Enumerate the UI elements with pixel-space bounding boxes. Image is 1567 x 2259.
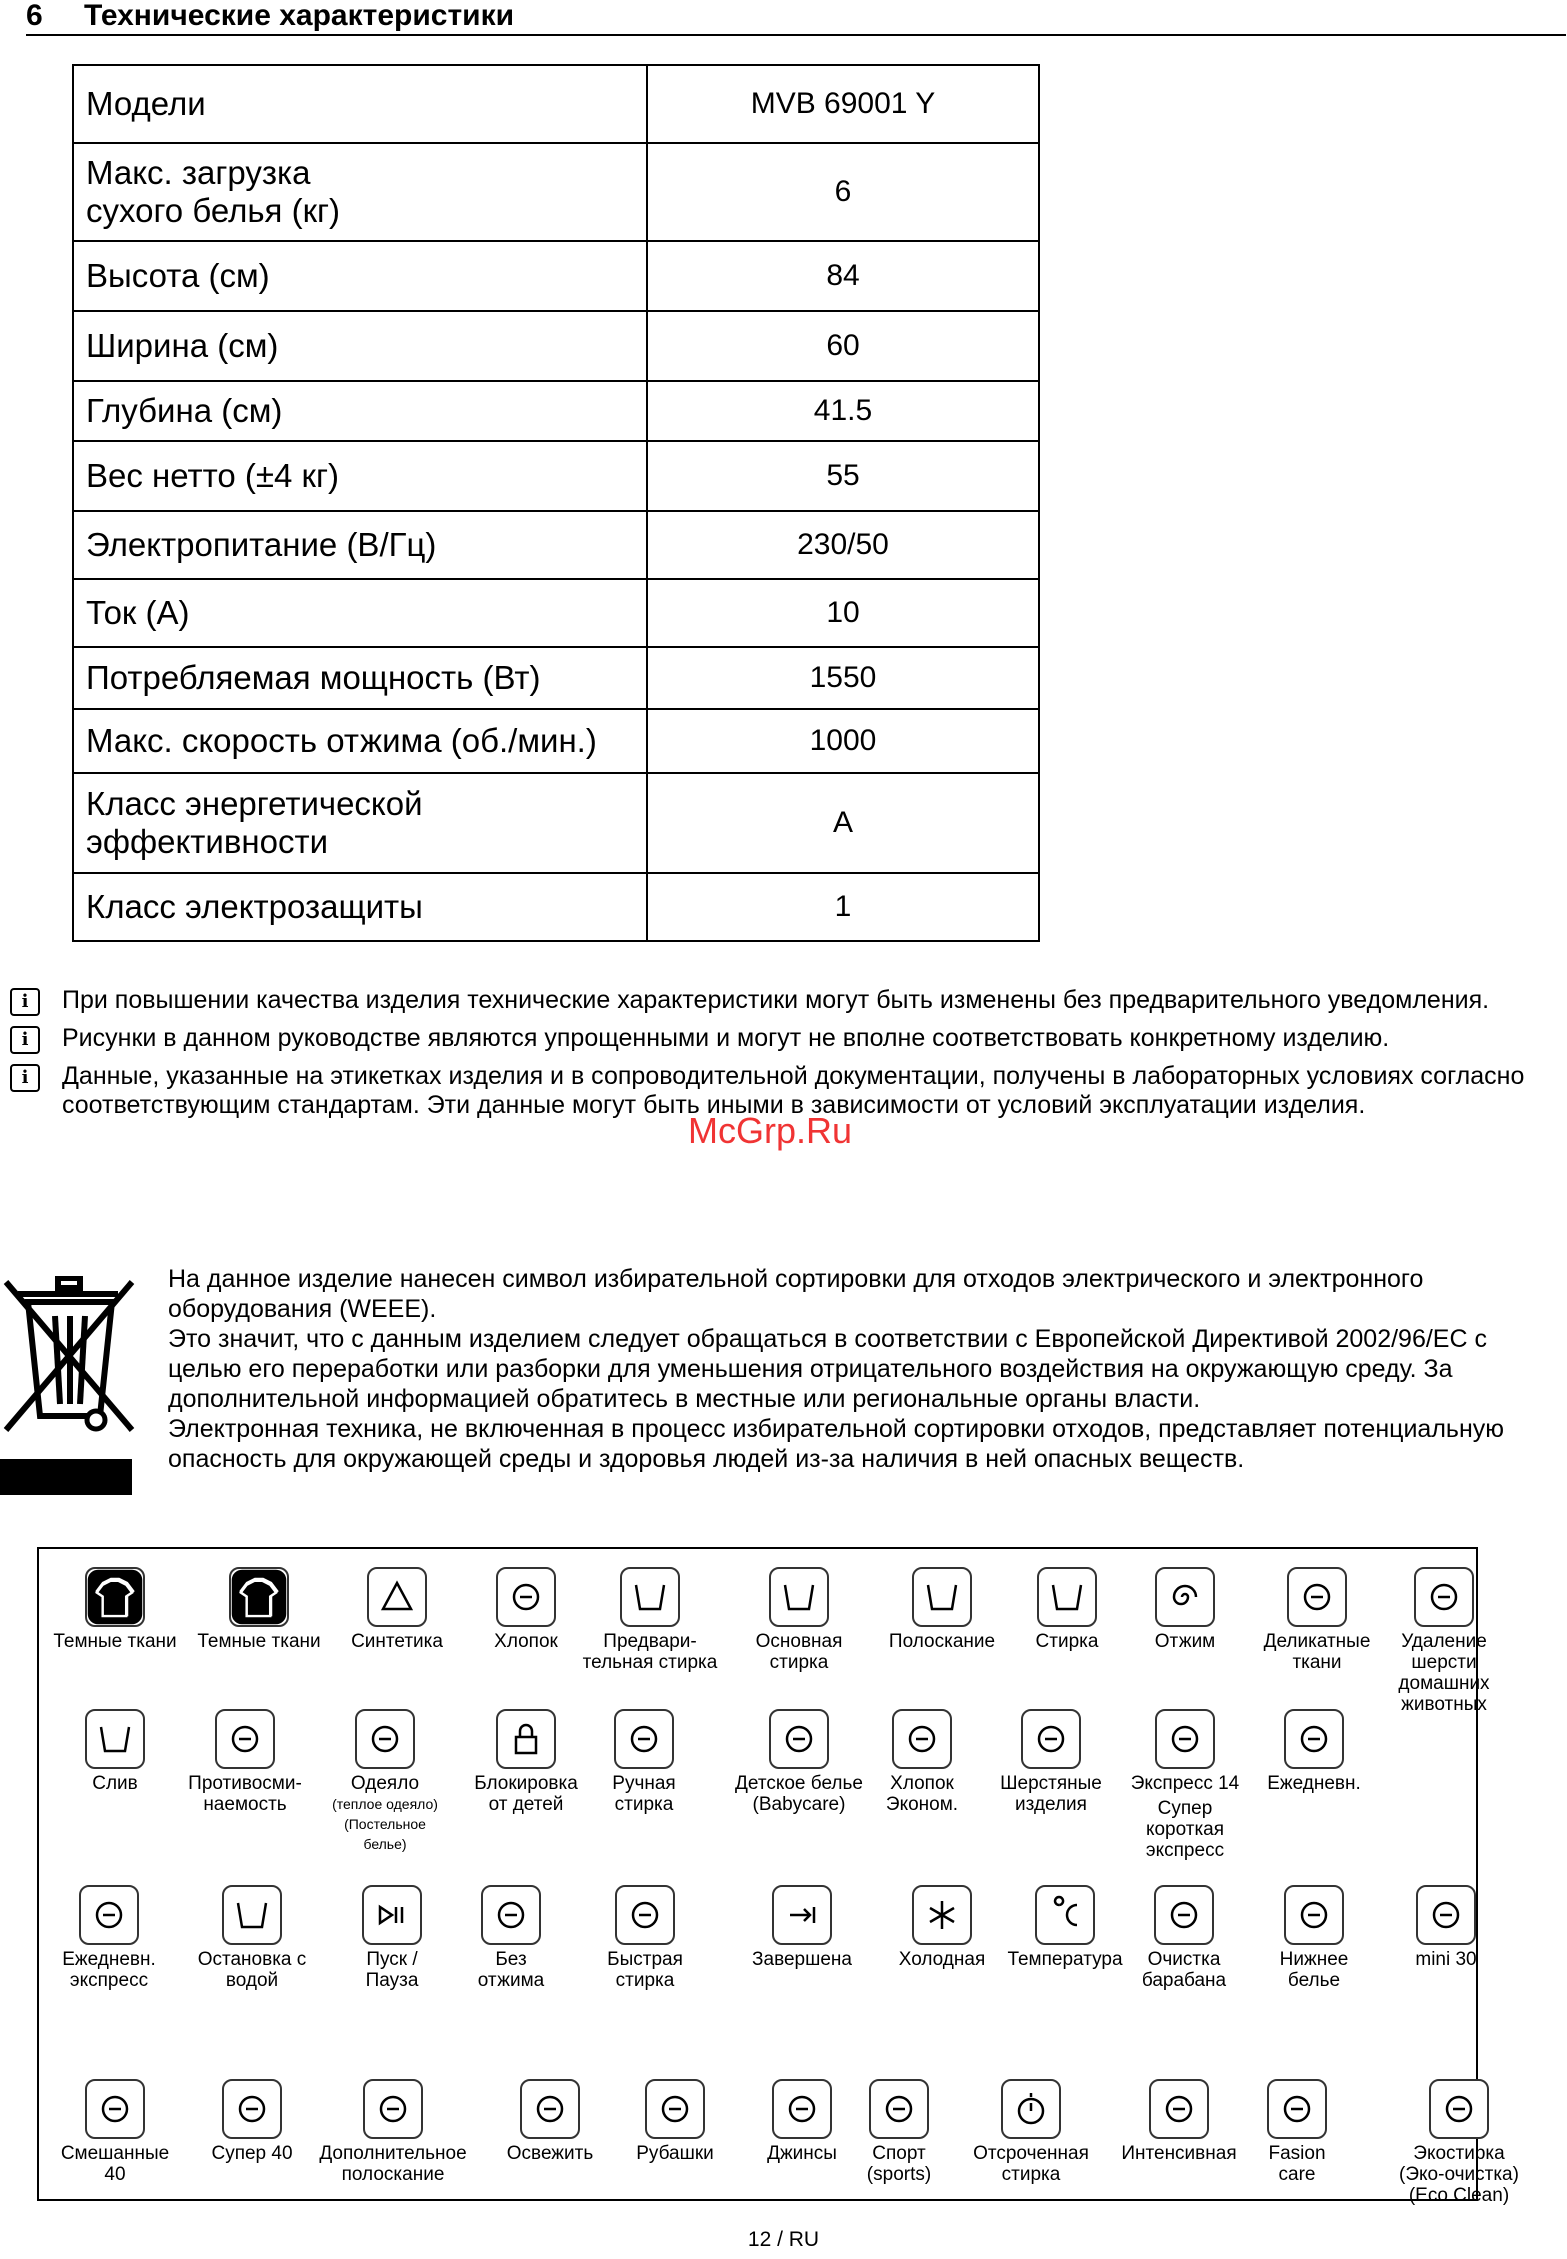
end-arrow-icon: [772, 1885, 832, 1945]
symbol-label: Полоскание: [888, 1631, 996, 1652]
symbol-cell: [179, 1567, 339, 1652]
symbol-label: Основная стирка: [755, 1631, 843, 1673]
rinse-tub-icon: [912, 1567, 972, 1627]
spec-value: 60: [647, 311, 1039, 381]
symbol-label: Завершена: [752, 1949, 852, 1970]
spec-label: Вес нетто (±4 кг): [73, 441, 647, 511]
daily-express-icon: [79, 1885, 139, 1945]
symbol-label: Хлопок Эконом.: [885, 1773, 959, 1815]
symbol-label: Хлопок: [494, 1631, 558, 1652]
symbol-label: Экспресс 14: [1130, 1773, 1240, 1794]
spec-label: Класс электрозащиты: [73, 873, 647, 941]
spec-value: 230/50: [647, 511, 1039, 579]
symbol-label: Fasion care: [1268, 2143, 1326, 2185]
tshirt-dark-framed-icon: [229, 1567, 289, 1627]
symbol-cell: [564, 1709, 724, 1815]
symbol-label: mini 30: [1415, 1949, 1477, 1970]
spec-row: [73, 143, 1039, 241]
prewash-tub-icon: [620, 1567, 680, 1627]
cotton-flower-icon: [496, 1567, 556, 1627]
lingerie-icon: [1284, 1885, 1344, 1945]
symbol-label: Блокировка от детей: [474, 1773, 578, 1815]
symbol-cell: [1217, 2079, 1377, 2185]
symbol-label: Очистка барабана: [1141, 1949, 1227, 1991]
symbol-label: Джинсы: [767, 2143, 837, 2164]
spec-value: MVB 69001 Y: [647, 65, 1039, 143]
spec-label: Электропитание (В/Гц): [73, 511, 647, 579]
weee-crossed-bin-icon: [0, 1276, 138, 1436]
symbol-label: Стирка: [1035, 1631, 1099, 1652]
symbol-label: Темные ткани: [53, 1631, 177, 1652]
spec-value: 41.5: [647, 381, 1039, 441]
symbol-label: Удаление шерсти домашних животных: [1398, 1631, 1490, 1715]
symbol-legend-grid: [37, 1547, 1519, 2206]
mainwash-tub-icon: [769, 1567, 829, 1627]
spec-row: [73, 511, 1039, 579]
symbol-cell: [313, 2079, 473, 2185]
spec-row: [73, 773, 1039, 873]
spec-row: [73, 65, 1039, 143]
cotton-eco-icon: [892, 1709, 952, 1769]
symbol-cell: [719, 1567, 879, 1673]
spec-value: 1000: [647, 709, 1039, 773]
mixed40-icon: [85, 2079, 145, 2139]
symbol-cell: [35, 1567, 195, 1652]
symbol-label: Темные ткани: [197, 1631, 321, 1652]
spec-value: 1: [647, 873, 1039, 941]
symbol-label: Детское белье (Babycare): [735, 1773, 863, 1815]
symbol-label: Освежить: [506, 2143, 594, 2164]
weee-bar: [0, 1459, 132, 1495]
temperature-icon: [1035, 1885, 1095, 1945]
spec-label: Глубина (см): [73, 381, 647, 441]
iron-icon: [215, 1709, 275, 1769]
spec-table: [72, 64, 1040, 942]
symbol-label: Деликатные ткани: [1263, 1631, 1371, 1673]
express-wash-icon: [615, 1885, 675, 1945]
cold-snowflake-icon: [912, 1885, 972, 1945]
pet-hair-icon: [1414, 1567, 1474, 1627]
watermark: McGrp.Ru: [688, 1110, 853, 1151]
info-icon: i: [10, 1026, 40, 1054]
synthetic-triangle-icon: [367, 1567, 427, 1627]
spec-label: Ток (А): [73, 579, 647, 647]
symbol-label: Ежедневн. экспресс: [62, 1949, 156, 1991]
symbol-cell: [165, 1709, 325, 1815]
spec-row: [73, 311, 1039, 381]
section-heading: [26, 0, 1566, 36]
babycare-icon: [769, 1709, 829, 1769]
super40-icon: [222, 2079, 282, 2139]
rinse-hold-icon: [222, 1885, 282, 1945]
symbol-label: Предвари- тельная стирка: [582, 1631, 718, 1673]
info-notes: [10, 986, 1550, 1129]
symbol-label: Ручная стирка: [612, 1773, 676, 1815]
symbol-label: Шерстяные изделия: [1000, 1773, 1102, 1815]
symbol-cell: [1364, 1567, 1524, 1715]
symbol-cell: [1234, 1709, 1394, 1794]
eco-clean-icon: [1429, 2079, 1489, 2139]
symbol-label: Остановка с водой: [197, 1949, 307, 1991]
daily-shirt-icon: [1284, 1709, 1344, 1769]
spec-label: Высота (см): [73, 241, 647, 311]
symbol-cell: [570, 1567, 730, 1673]
tshirt-dark-icon: [85, 1567, 145, 1627]
info-icon: i: [10, 1064, 40, 1092]
no-spin-icon: [481, 1885, 541, 1945]
section-title: Технические характеристики: [84, 0, 515, 32]
info-icon: i: [10, 988, 40, 1016]
spec-label: Ширина (см): [73, 311, 647, 381]
symbol-sublabel: (теплое одеяло) (Постельное белье): [332, 1796, 438, 1852]
drum-clean-icon: [1154, 1885, 1214, 1945]
symbol-cell: [305, 1709, 465, 1854]
symbol-label: Ежедневн.: [1267, 1773, 1361, 1794]
wool-icon: [1021, 1709, 1081, 1769]
shirts-icon: [645, 2079, 705, 2139]
symbol-label: Нижнее белье: [1279, 1949, 1349, 1991]
symbol-cell: [172, 1885, 332, 1991]
symbol-label: Синтетика: [351, 1631, 443, 1652]
symbol-cell: [172, 2079, 332, 2164]
refresh-shirt-icon: [520, 2079, 580, 2139]
spec-value: 84: [647, 241, 1039, 311]
symbol-label: Смешанные 40: [60, 2143, 170, 2185]
symbol-cell: [951, 2079, 1111, 2185]
symbol-label: Спорт (sports): [866, 2143, 932, 2185]
page-number: 12 / RU: [747, 2228, 820, 2251]
intensive-icon: [1149, 2079, 1209, 2139]
spec-row: [73, 873, 1039, 941]
fashion-care-icon: [1267, 2079, 1327, 2139]
spec-row: [73, 381, 1039, 441]
spec-row: [73, 241, 1039, 311]
symbol-label: Одеяло: [350, 1773, 420, 1794]
spec-value: 6: [647, 143, 1039, 241]
plus-rinse-icon: [363, 2079, 423, 2139]
spec-row: [73, 647, 1039, 709]
weee-text: На данное изделие нанесен символ избирательной сортировки для отходов электрического и электронного оборудования (WEEE). Это значит, что с данным изделием следует обращаться в соответствии с Европейской Директивой 2002/96/EC с целью его переработки или разборки для уменьшения отрицательного воздействия на окружающую среду. За дополнительной информацией обратитесь в местные или региональные органы власти. Электронная техника, не включенная в процесс избирательной сортировки отходов, представляет потенциальную опасность для окружающей среды и здоровья людей из-за наличия в ней опасных веществ.: [168, 1265, 1504, 1473]
duvet-icon: [355, 1709, 415, 1769]
symbol-cell: [35, 2079, 195, 2185]
symbol-label: Слив: [92, 1773, 138, 1794]
spec-value: 1550: [647, 647, 1039, 709]
info-note: i Данные, указанные на этикетках изделия и в сопроводительной документации, получены в лабораторных условиях согласно соответствующим стандартам. Эти данные могут быть иными в зависимости от условий эксплуатации изделия.: [10, 1062, 1550, 1120]
symbol-label: Температура: [1007, 1949, 1123, 1970]
symbol-label: Дополнительное полоскание: [319, 2143, 467, 2185]
spec-label: Потребляемая мощность (Вт): [73, 647, 647, 709]
symbol-sublabel: Супер короткая экспресс: [1145, 1798, 1225, 1861]
symbol-cell: [29, 1885, 189, 1991]
info-note: i При повышении качества изделия технические характеристики могут быть изменены без предварительного уведомления.: [10, 986, 1550, 1015]
symbol-cell: [565, 1885, 725, 1991]
start-pause-icon: [362, 1885, 422, 1945]
drain-icon: [85, 1709, 145, 1769]
symbol-cell: [1379, 2079, 1539, 2206]
wash-hand-tub-icon: [1037, 1567, 1097, 1627]
spec-row: [73, 441, 1039, 511]
symbol-label: Пуск / Пауза: [365, 1949, 419, 1991]
mini30-icon: [1416, 1885, 1476, 1945]
spec-label: Макс. загрузка сухого белья (кг): [73, 143, 647, 241]
spec-label: Макс. скорость отжима (об./мин.): [73, 709, 647, 773]
symbol-label: Без отжима: [477, 1949, 545, 1991]
symbol-label: Холодная: [898, 1949, 986, 1970]
spec-row: [73, 579, 1039, 647]
delicate-blouse-icon: [1287, 1567, 1347, 1627]
delay-timer-icon: [1001, 2079, 1061, 2139]
symbol-cell: [722, 1885, 882, 1970]
symbol-label: Рубашки: [636, 2143, 714, 2164]
symbol-label: Экостирка (Эко-очистка) (Eco Clean): [1399, 2143, 1519, 2206]
spec-value: 10: [647, 579, 1039, 647]
express14-icon: [1155, 1709, 1215, 1769]
symbol-label: Интенсивная: [1121, 2143, 1237, 2164]
symbol-label: Супер 40: [211, 2143, 293, 2164]
section-number: 6: [26, 0, 43, 32]
spec-label: Класс энергетической эффективности: [73, 773, 647, 873]
spin-spiral-icon: [1155, 1567, 1215, 1627]
symbol-label: Быстрая стирка: [607, 1949, 683, 1991]
child-lock-icon: [496, 1709, 556, 1769]
symbol-cell: [1366, 1885, 1526, 1970]
spec-row: [73, 709, 1039, 773]
symbol-label: Отсроченная стирка: [973, 2143, 1089, 2185]
hand-wash-icon: [614, 1709, 674, 1769]
info-note: i Рисунки в данном руководстве являются упрощенными и могут не вполне соответствовать конкретному изделию.: [10, 1024, 1550, 1053]
spec-value: 55: [647, 441, 1039, 511]
symbol-label: Отжим: [1154, 1631, 1216, 1652]
symbol-label: Противосми- наемость: [188, 1773, 302, 1815]
spec-label: Модели: [73, 65, 647, 143]
spec-value: A: [647, 773, 1039, 873]
sports-icon: [869, 2079, 929, 2139]
